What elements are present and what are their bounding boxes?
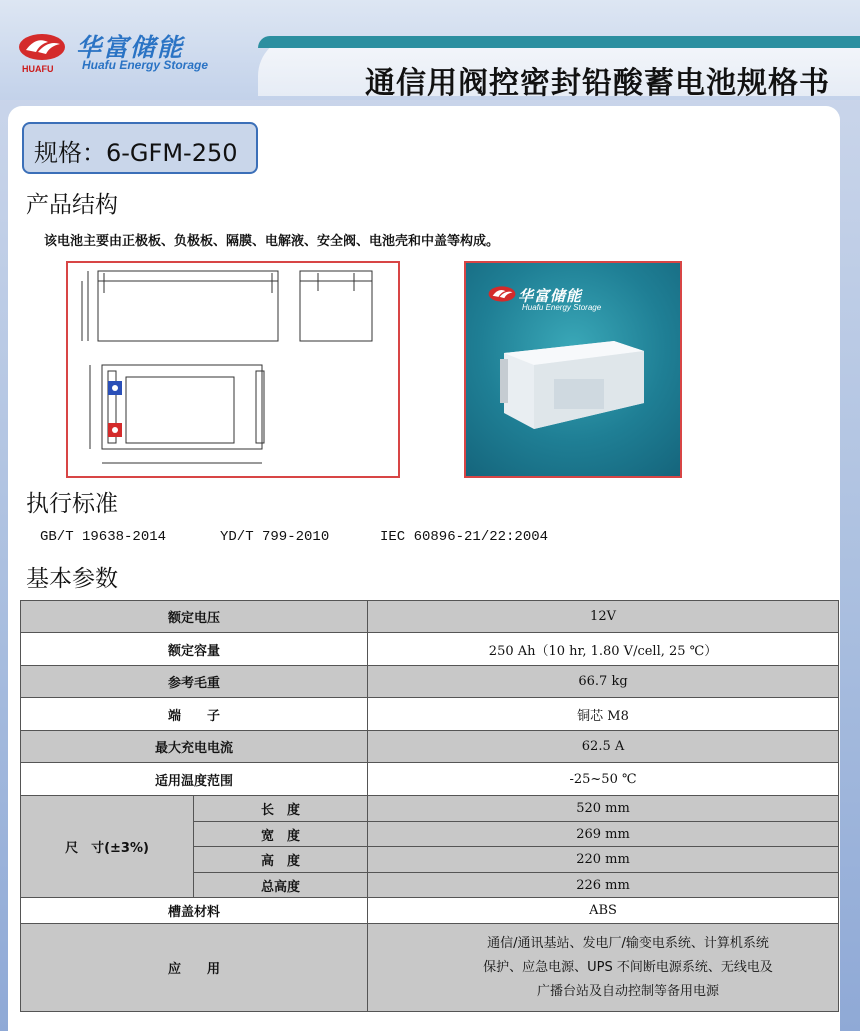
param-value: 12V xyxy=(368,601,839,633)
dimension-value: 269 mm xyxy=(368,822,839,847)
standard-item: IEC 60896-21/22:2004 xyxy=(380,529,549,545)
standard-item: YD/T 799-2010 xyxy=(220,529,330,545)
structure-heading: 产品结构 xyxy=(26,192,118,218)
title-accent-bar xyxy=(258,36,860,48)
param-value: 66.7 kg xyxy=(368,666,839,698)
dimension-drawing-icon xyxy=(68,263,398,476)
table-row xyxy=(21,633,839,666)
logo-sub-text: HUAFU xyxy=(22,64,54,74)
photo-logo-icon xyxy=(488,285,516,303)
photo-brand-en: Huafu Energy Storage xyxy=(522,303,602,312)
table-row xyxy=(21,796,839,822)
params-heading: 基本参数 xyxy=(26,566,118,592)
dimension-group-label: 尺 寸(±3%) xyxy=(21,796,194,898)
param-label: 额定容量 xyxy=(21,633,368,666)
application-label: 应 用 xyxy=(21,924,368,1012)
dimension-label: 长 度 xyxy=(194,796,368,822)
dimension-label: 总高度 xyxy=(194,873,368,898)
lid-material-value: ABS xyxy=(368,898,839,924)
application-line: 保护、应急电源、UPS 不间断电源系统、无线电及 xyxy=(483,959,773,975)
param-label: 最大充电电流 xyxy=(21,731,368,763)
logo-english-name: Huafu Energy Storage xyxy=(82,58,209,72)
spec-model-box: 规格：6-GFM-250 xyxy=(22,122,258,174)
param-label: 参考毛重 xyxy=(21,666,368,698)
structure-description: 该电池主要由正极板、负极板、隔膜、电解液、安全阀、电池壳和中盖等构成。 xyxy=(44,234,500,249)
page-header xyxy=(0,0,860,100)
params-table xyxy=(20,600,839,1012)
dimension-label: 宽 度 xyxy=(194,822,368,847)
standards-heading: 执行标准 xyxy=(26,491,118,517)
dimension-value: 226 mm xyxy=(368,873,839,898)
application-value xyxy=(368,924,839,1012)
standard-item: GB/T 19638-2014 xyxy=(40,529,167,545)
param-label: 端 子 xyxy=(21,698,368,731)
brand-logo xyxy=(18,26,228,76)
dimension-value: 520 mm xyxy=(368,796,839,822)
param-value: 铜芯 M8 xyxy=(368,698,839,731)
table-row xyxy=(21,898,839,924)
product-photo xyxy=(464,261,682,478)
lid-material-label: 槽盖材料 xyxy=(21,898,368,924)
param-value: 62.5 A xyxy=(368,731,839,763)
logo-chinese-name: 华富储能 xyxy=(76,33,185,62)
param-label: 适用温度范围 xyxy=(21,763,368,796)
document-title: 通信用阀控密封铅酸蓄电池规格书 xyxy=(365,66,830,101)
logo-mark-icon xyxy=(18,32,66,62)
photo-brand-cn: 华富储能 xyxy=(518,287,583,305)
dimension-label: 高 度 xyxy=(194,847,368,873)
table-row xyxy=(21,924,839,1012)
table-row xyxy=(21,698,839,731)
application-line: 广播台站及自动控制等备用电源 xyxy=(537,983,720,999)
technical-drawing xyxy=(66,261,400,478)
param-value: 250 Ah（10 hr, 1.80 V/cell, 25 ℃） xyxy=(368,633,839,666)
dimension-value: 220 mm xyxy=(368,847,839,873)
table-row xyxy=(21,666,839,698)
application-line: 通信/通讯基站、发电厂/输变电系统、计算机系统 xyxy=(487,935,769,951)
table-row xyxy=(21,601,839,633)
table-row xyxy=(21,763,839,796)
param-value: -25~50 ℃ xyxy=(368,763,839,796)
table-row xyxy=(21,731,839,763)
param-label: 额定电压 xyxy=(21,601,368,633)
title-tab xyxy=(258,36,860,101)
battery-image-icon xyxy=(494,333,654,443)
